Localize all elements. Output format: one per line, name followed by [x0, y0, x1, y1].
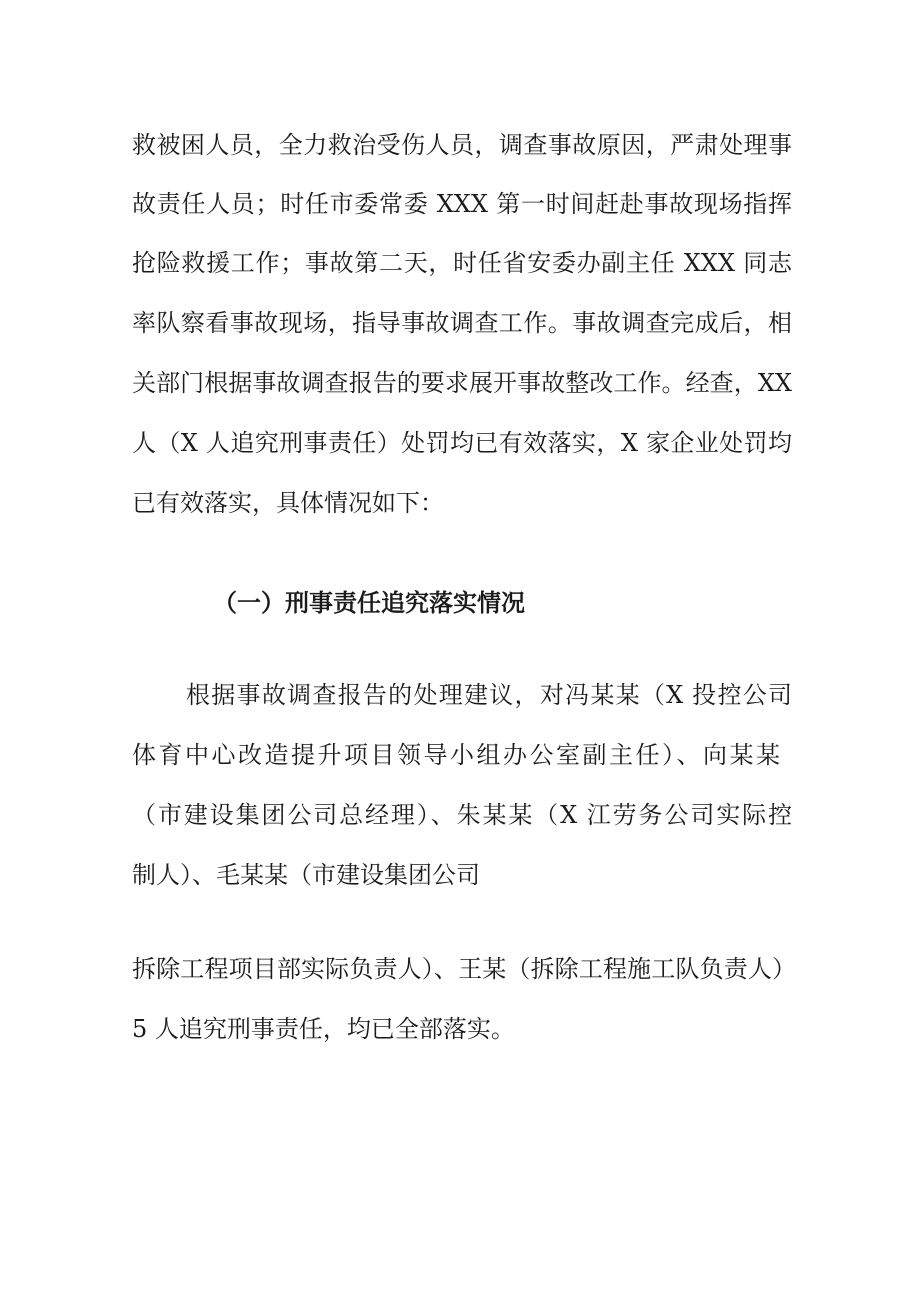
paragraph-line: 故责任人员；时任市委常委 XXX 第一时间赶赴事故现场指挥: [132, 190, 792, 218]
paragraph-line: 率队察看事故现场，指导事故调查工作。事故调查完成后，相: [132, 309, 792, 337]
paragraph-line: （市建设集团公司总经理）、朱某某（X 江劳务公司实际控: [132, 801, 792, 829]
paragraph-line: 已有效落实，具体情况如下：: [132, 489, 444, 517]
paragraph-line: 拆除工程项目部实际负责人）、王某（拆除工程施工队负责人）: [132, 955, 796, 983]
paragraph-line: 5 人追究刑事责任，均已全部落实。: [132, 1015, 515, 1043]
paragraph-line: 根据事故调查报告的处理建议，对冯某某（X 投控公司: [186, 681, 792, 709]
section-heading: （一）刑事责任追究落实情况: [213, 589, 525, 617]
paragraph-line: 人（X 人追究刑事责任）处罚均已有效落实，X 家企业处罚均: [132, 429, 792, 457]
paragraph-line: 体育中心改造提升项目领导小组办公室副主任）、向某某: [132, 741, 780, 769]
paragraph-line: 救被困人员，全力救治受伤人员，调查事故原因，严肃处理事: [132, 131, 792, 159]
paragraph-line: 抢险救援工作；事故第二天，时任省安委办副主任 XXX 同志: [132, 249, 792, 277]
paragraph-line: 关部门根据事故调查报告的要求展开事故整改工作。经查，XX: [132, 369, 792, 397]
paragraph-line: 制人）、毛某某（市建设集团公司: [132, 861, 480, 889]
